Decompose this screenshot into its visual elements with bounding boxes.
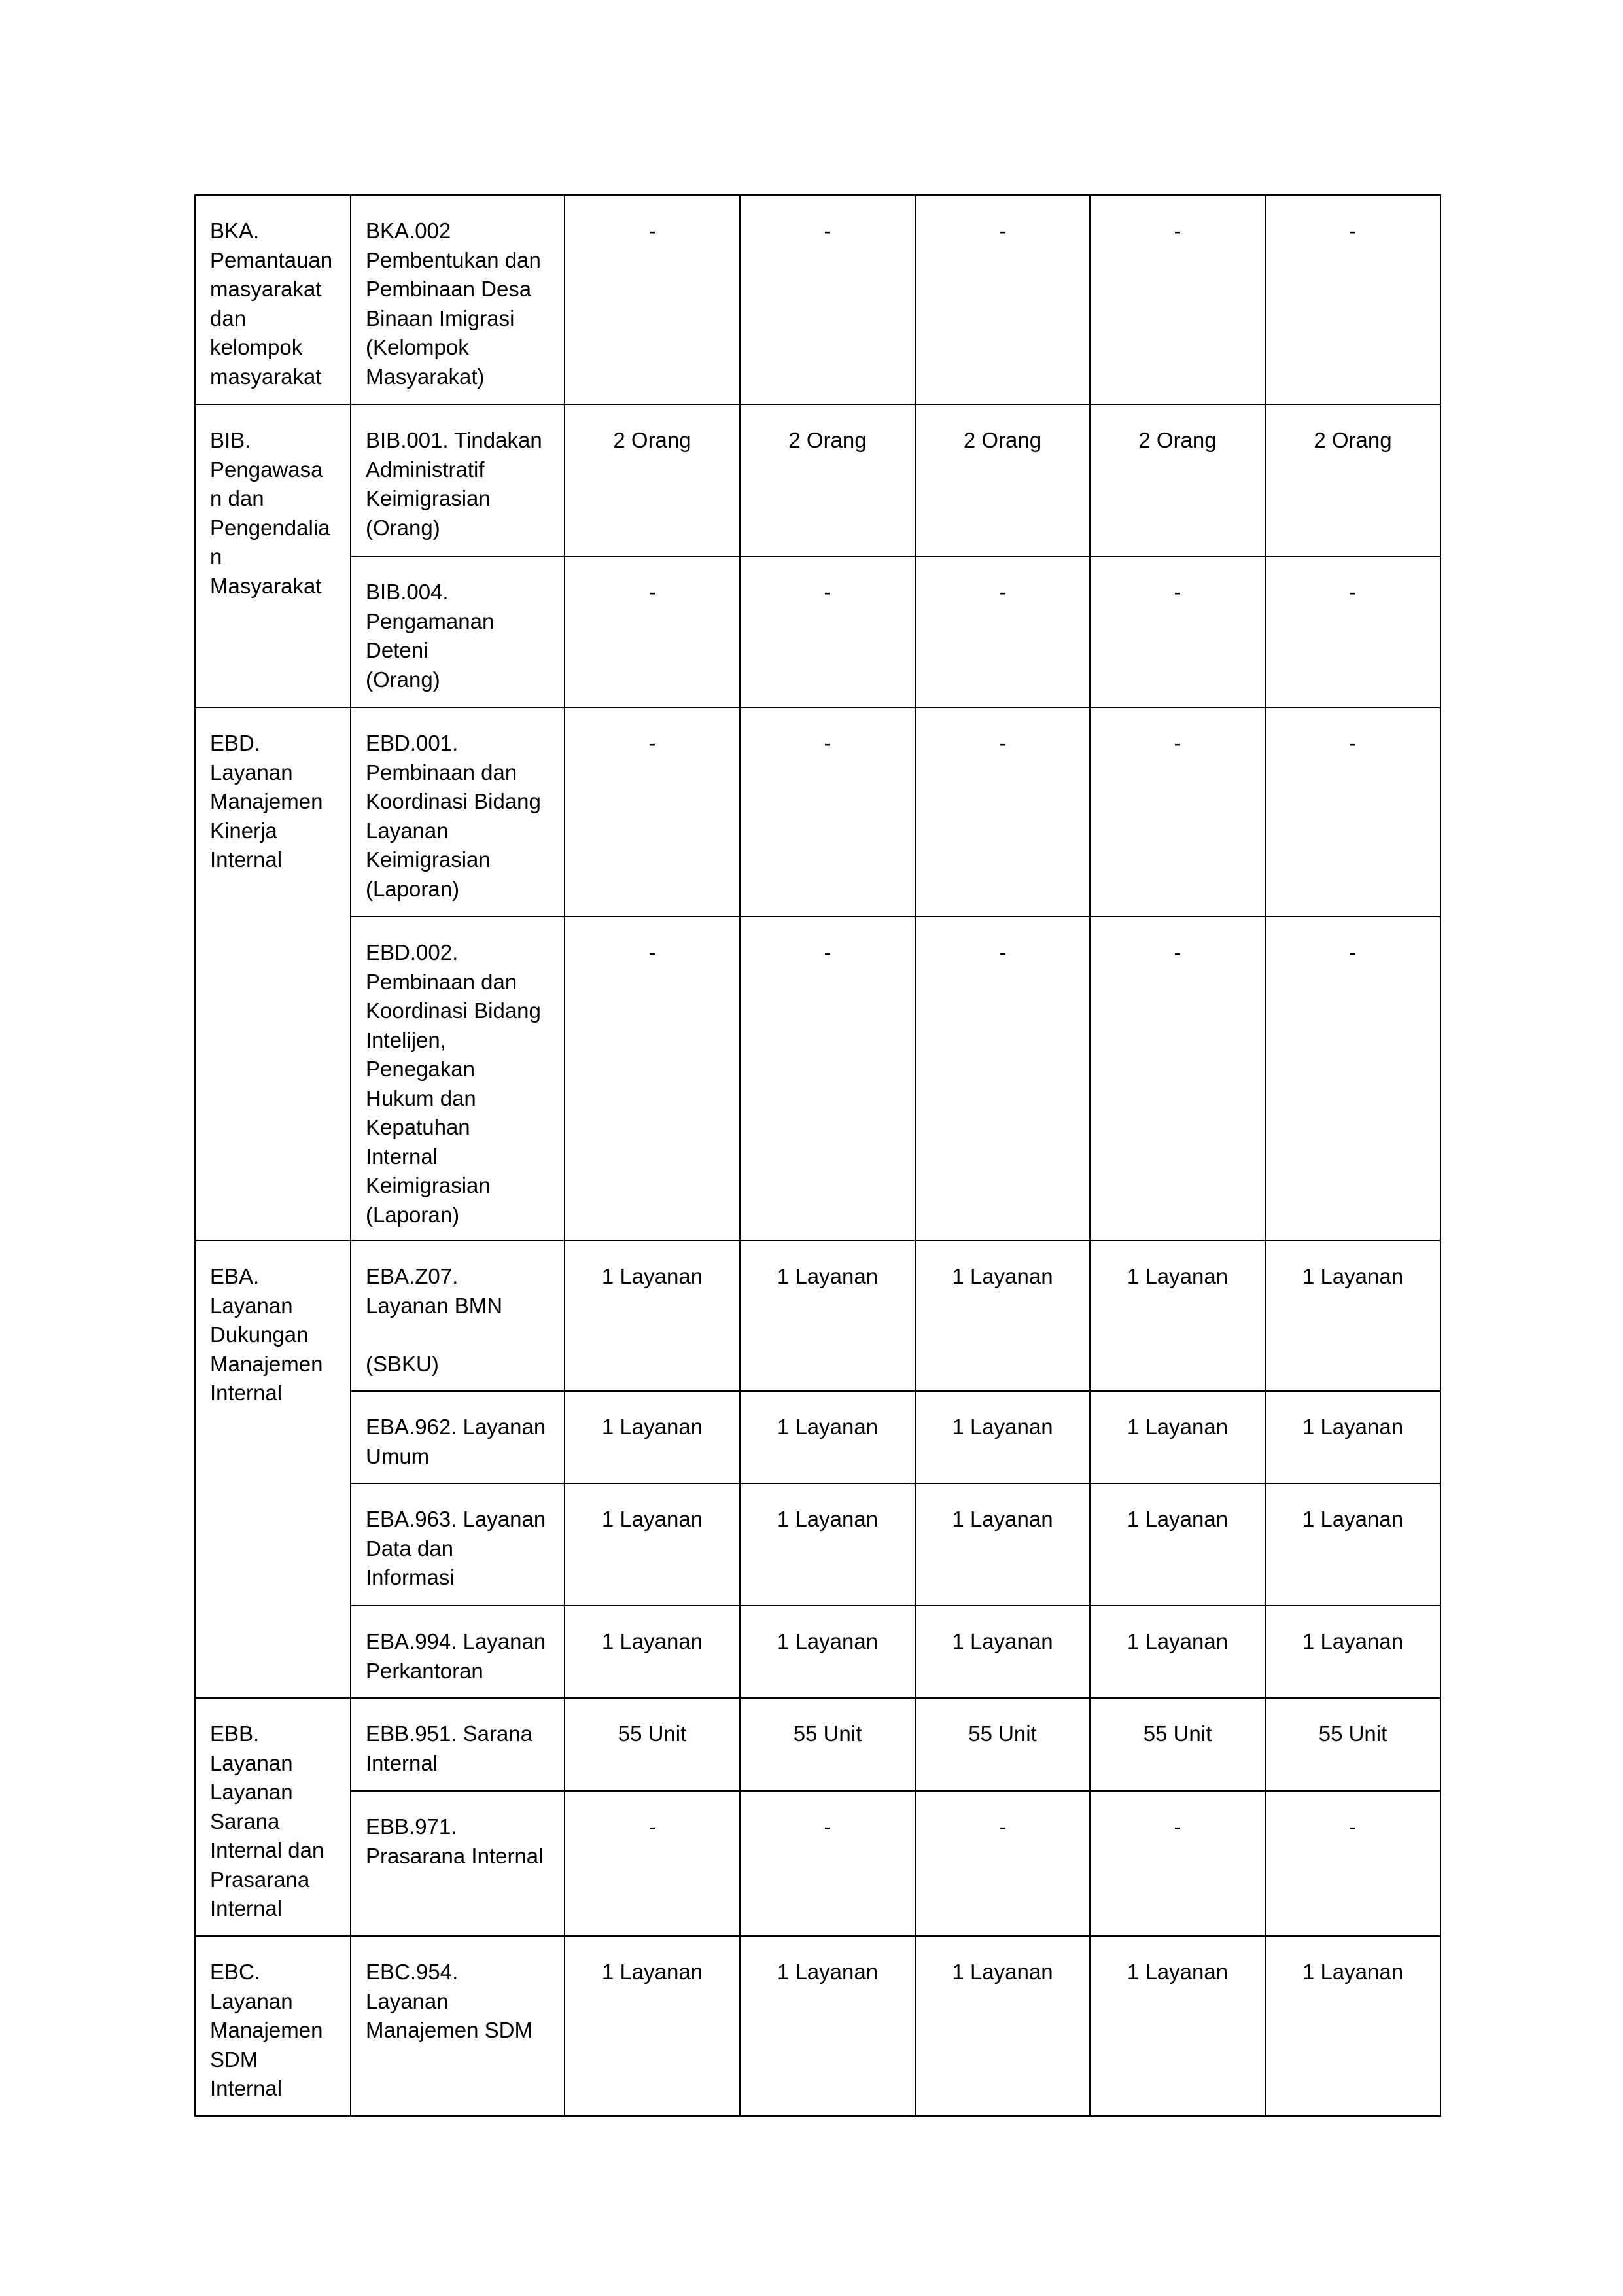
target-value-cell: 1 Layanan [915,1391,1090,1483]
target-value-cell: - [1265,707,1440,917]
target-value-cell: 1 Layanan [915,1936,1090,2116]
output-cell: EBA.962. Layanan Umum [351,1391,565,1483]
target-value-cell: - [915,556,1090,707]
target-value-cell: - [1265,1791,1440,1936]
group-name-cell: EBD. Layanan Manajemen Kinerja Internal [195,707,351,1241]
target-value-cell: 2 Orang [565,404,740,556]
target-value-cell: - [740,556,915,707]
table-row [195,1241,1440,1391]
target-value-cell: 1 Layanan [1265,1391,1440,1483]
table-row [195,1391,1440,1483]
output-cell: EBA.994. Layanan Perkantoran [351,1606,565,1698]
table-row [195,404,1440,556]
target-value-cell: 1 Layanan [740,1936,915,2116]
target-value-cell: 1 Layanan [740,1241,915,1391]
table-row [195,1936,1440,2116]
target-value-cell: 2 Orang [1090,404,1265,556]
table-row [195,1483,1440,1606]
target-value-cell: 1 Layanan [1090,1936,1265,2116]
group-name-cell: BIB. Pengawasa n dan Pengendalia n Masyarakat [195,404,351,707]
target-value-cell: 1 Layanan [915,1241,1090,1391]
target-value-cell: - [915,195,1090,404]
target-value-cell: 1 Layanan [565,1606,740,1698]
target-value-cell: 1 Layanan [565,1391,740,1483]
target-value-cell: 1 Layanan [740,1606,915,1698]
target-value-cell: - [915,917,1090,1241]
target-value-cell: - [1265,917,1440,1241]
target-value-cell: - [1090,707,1265,917]
target-value-cell: 1 Layanan [740,1483,915,1606]
target-value-cell: 1 Layanan [1265,1936,1440,2116]
output-cell: EBB.971. Prasarana Internal [351,1791,565,1936]
target-value-cell: 2 Orang [1265,404,1440,556]
output-cell: BKA.002 Pembentukan dan Pembinaan Desa Binaan Imigrasi (Kelompok Masyarakat) [351,195,565,404]
target-value-cell: 1 Layanan [1265,1241,1440,1391]
target-value-cell: - [740,707,915,917]
table-row [195,1791,1440,1936]
output-cell: EBC.954. Layanan Manajemen SDM [351,1936,565,2116]
target-value-cell: - [740,1791,915,1936]
table-row [195,917,1440,1241]
target-value-cell: - [915,707,1090,917]
output-cell: EBA.Z07. Layanan BMN (SBKU) [351,1241,565,1391]
target-value-cell: 55 Unit [565,1698,740,1791]
target-value-cell: - [740,195,915,404]
target-value-cell: - [565,195,740,404]
target-value-cell: 1 Layanan [915,1606,1090,1698]
target-value-cell: 1 Layanan [1265,1606,1440,1698]
table-row [195,707,1440,917]
target-value-cell: 55 Unit [740,1698,915,1791]
target-value-cell: - [1090,917,1265,1241]
target-value-cell: - [1265,556,1440,707]
target-value-cell: 1 Layanan [1090,1241,1265,1391]
target-value-cell: 55 Unit [915,1698,1090,1791]
group-name-cell: EBB. Layanan Layanan Sarana Internal dan Prasarana Internal [195,1698,351,1936]
target-value-cell: 1 Layanan [565,1241,740,1391]
target-value-cell: - [1090,1791,1265,1936]
target-value-cell: - [565,917,740,1241]
target-value-cell: 1 Layanan [1265,1483,1440,1606]
target-value-cell: 1 Layanan [1090,1391,1265,1483]
target-value-cell: 1 Layanan [1090,1606,1265,1698]
target-value-cell: 1 Layanan [565,1936,740,2116]
output-cell: BIB.001. Tindakan Administratif Keimigrasian (Orang) [351,404,565,556]
target-value-cell: - [565,556,740,707]
target-value-cell: 1 Layanan [740,1391,915,1483]
target-value-cell: - [565,1791,740,1936]
target-value-cell: - [565,707,740,917]
program-output-table [194,194,1441,2117]
table-row [195,556,1440,707]
output-cell: EBD.001. Pembinaan dan Koordinasi Bidang Layanan Keimigrasian (Laporan) [351,707,565,917]
output-cell: EBA.963. Layanan Data dan Informasi [351,1483,565,1606]
target-value-cell: - [1090,195,1265,404]
group-name-cell: EBA. Layanan Dukungan Manajemen Internal [195,1241,351,1698]
table-row [195,1606,1440,1698]
target-value-cell: 1 Layanan [915,1483,1090,1606]
group-name-cell: EBC. Layanan Manajemen SDM Internal [195,1936,351,2116]
target-value-cell: - [740,917,915,1241]
target-value-cell: - [915,1791,1090,1936]
target-value-cell: 55 Unit [1090,1698,1265,1791]
target-value-cell: 2 Orang [740,404,915,556]
group-name-cell: BKA. Pemantauan masyarakat dan kelompok masyarakat [195,195,351,404]
table-body [195,195,1440,2116]
target-value-cell: 1 Layanan [565,1483,740,1606]
table-row [195,1698,1440,1791]
target-value-cell: 55 Unit [1265,1698,1440,1791]
target-value-cell: 1 Layanan [1090,1483,1265,1606]
target-value-cell: - [1090,556,1265,707]
output-cell: EBD.002. Pembinaan dan Koordinasi Bidang Intelijen, Penegakan Hukum dan Kepatuhan Internal Keimigrasian (Laporan) [351,917,565,1241]
target-value-cell: - [1265,195,1440,404]
table-row [195,195,1440,404]
output-cell: BIB.004. Pengamanan Deteni (Orang) [351,556,565,707]
target-value-cell: 2 Orang [915,404,1090,556]
output-cell: EBB.951. Sarana Internal [351,1698,565,1791]
